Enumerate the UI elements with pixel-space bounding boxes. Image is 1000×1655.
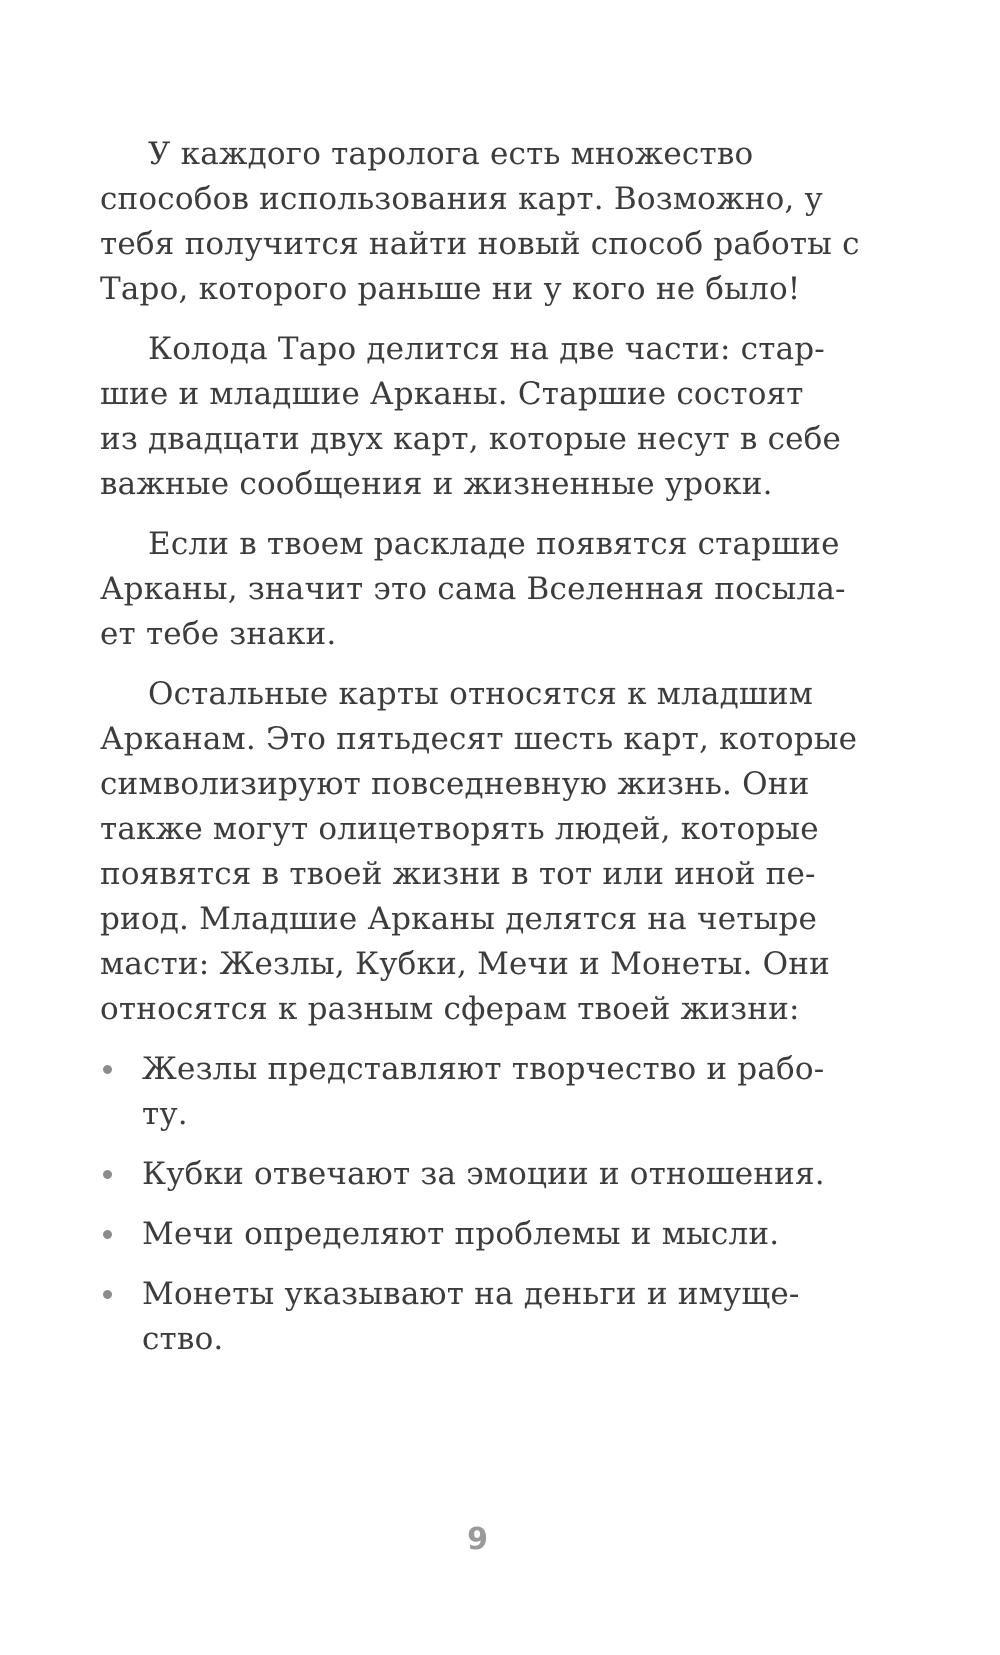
paragraph-1 <box>100 132 860 312</box>
suits-list <box>100 1047 825 1362</box>
paragraph-line: риод. Младшие Арканы делятся на четыре <box>100 901 818 937</box>
paragraph-line: Арканы, значит это сама Вселенная посыла- <box>100 571 846 607</box>
paragraph-line: символизируют повседневную жизнь. Они <box>100 766 810 802</box>
paragraph-line: появятся в твоей жизни в тот или иной пе- <box>100 856 816 892</box>
list-item <box>100 1152 825 1197</box>
list-item-line: ту. <box>142 1096 188 1132</box>
paragraph-line: Арканам. Это пятьдесят шесть карт, которые <box>100 721 858 757</box>
list-item <box>100 1212 820 1257</box>
paragraph-2 <box>100 327 842 507</box>
bullet-icon <box>103 1230 112 1239</box>
paragraph-line: Остальные карты относятся к младшим <box>148 676 814 712</box>
paragraph-line: масти: Жезлы, Кубки, Мечи и Монеты. Они <box>100 946 830 982</box>
list-item-line: Монеты указывают на деньги и имуще- <box>142 1276 800 1312</box>
page-number: 9 <box>467 1522 488 1557</box>
paragraph-line: ет тебе знаки. <box>100 616 337 652</box>
list-item <box>100 1047 825 1137</box>
paragraph-line: тебя получится найти новый способ работы с <box>100 226 860 262</box>
paragraph-line: Таро, которого раньше ни у кого не было! <box>100 271 801 307</box>
paragraph-line: Колода Таро делится на две части: стар- <box>148 331 825 367</box>
bullet-icon <box>103 1290 112 1299</box>
body-text <box>100 132 860 1377</box>
paragraph-line: относятся к разным сферам твоей жизни: <box>100 991 800 1027</box>
bullet-icon <box>103 1065 112 1074</box>
paragraph-line: способов использования карт. Возможно, у <box>100 181 823 217</box>
paragraph-4 <box>100 672 858 1032</box>
list-item-line: Мечи определяют проблемы и мысли. <box>142 1216 780 1252</box>
paragraph-line: Если в твоем раскладе появятся старшие <box>148 526 840 562</box>
paragraph-line: из двадцати двух карт, которые несут в себе <box>100 421 842 457</box>
paragraph-line: У каждого таролога есть множество <box>148 136 754 172</box>
paragraph-line: также могут олицетворять людей, которые <box>100 811 819 847</box>
list-item <box>100 1272 820 1362</box>
paragraph-line: шие и младшие Арканы. Старшие состоят <box>100 376 804 412</box>
bullet-icon <box>103 1170 112 1179</box>
paragraph-line: важные сообщения и жизненные уроки. <box>100 466 773 502</box>
list-item-line: ство. <box>142 1321 224 1357</box>
paragraph-3 <box>100 522 846 657</box>
list-item-line: Жезлы представляют творчество и рабо- <box>142 1051 825 1087</box>
list-item-line: Кубки отвечают за эмоции и отношения. <box>142 1156 825 1192</box>
